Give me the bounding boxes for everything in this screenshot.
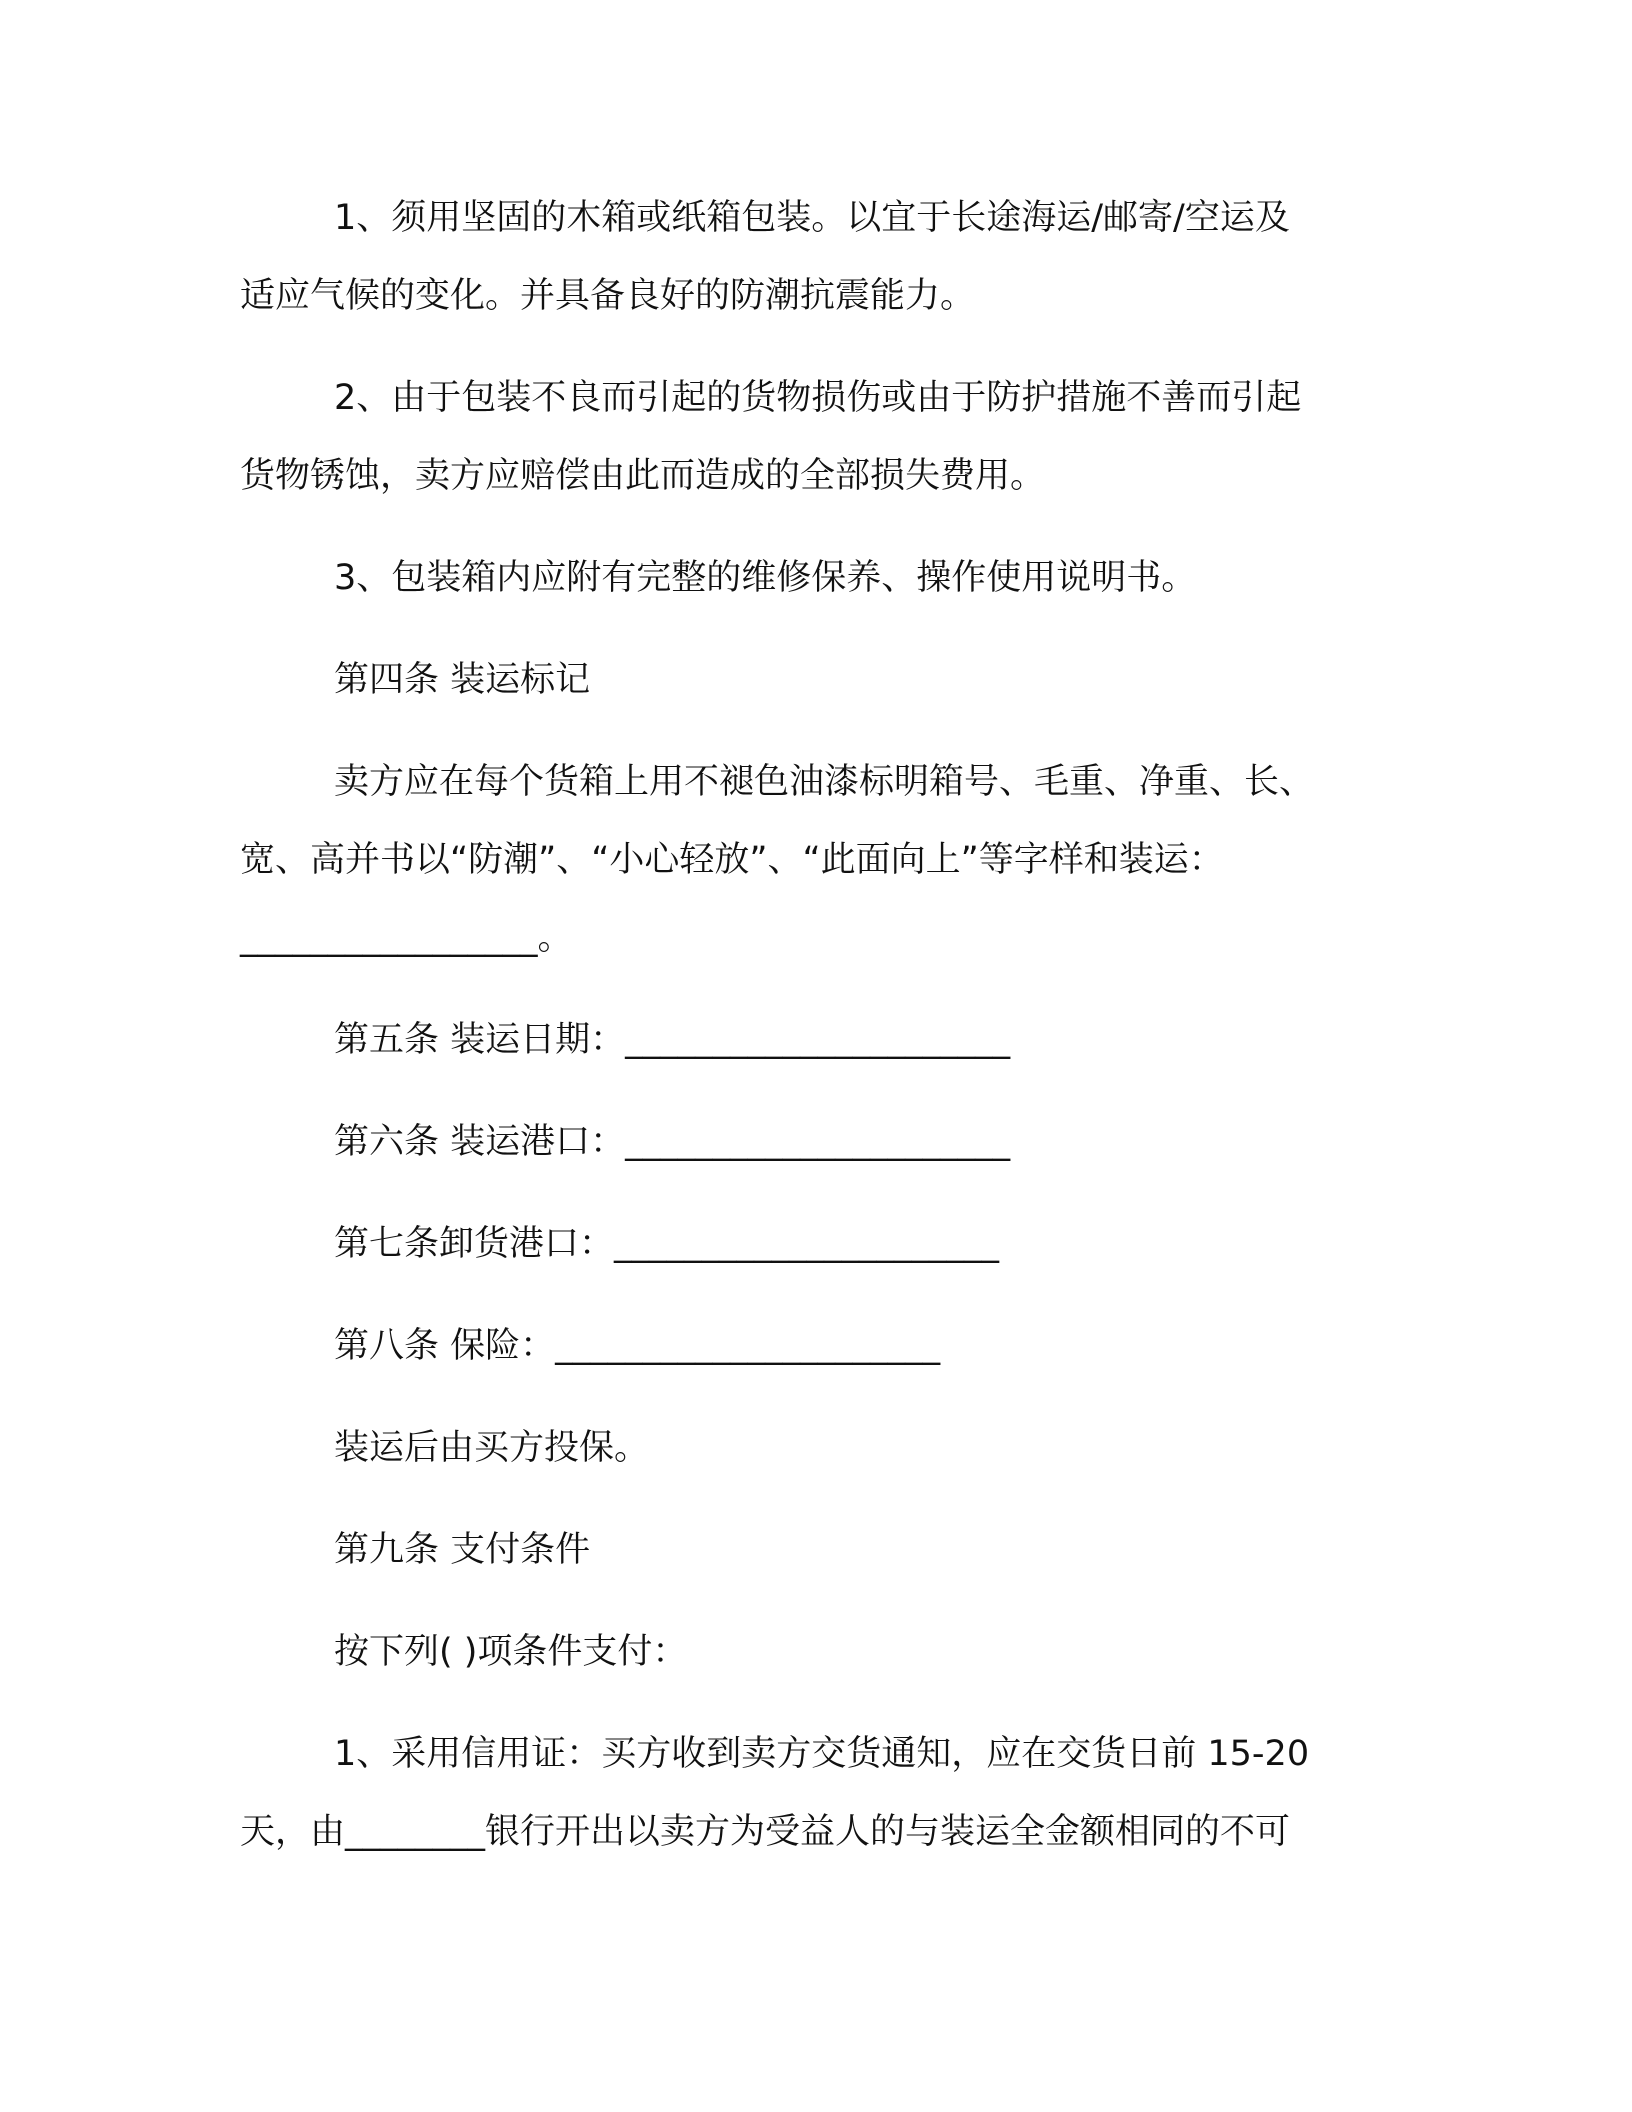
paragraph-line: 2、由于包装不良而引起的货物损伤或由于防护措施不善而引起: [334, 378, 1302, 418]
paragraph-line: 3、包装箱内应附有完整的维修保养、操作使用说明书。: [334, 558, 1197, 598]
paragraph-line: 按下列( )项条件支付：: [334, 1632, 688, 1672]
section-heading: 第六条 装运港口：______________________: [334, 1122, 1011, 1162]
paragraph-line: 货物锈蚀，卖方应赔偿由此而造成的全部损失费用。: [240, 456, 1046, 496]
section-heading: 第七条卸货港口：______________________: [334, 1224, 1000, 1264]
paragraph-line: 天，由________银行开出以卖方为受益人的与装运全金额相同的不可: [240, 1812, 1291, 1852]
paragraph-line: _________________。: [240, 918, 573, 958]
section-heading: 第五条 装运日期：______________________: [334, 1020, 1011, 1060]
paragraph-line: 1、采用信用证：买方收到卖方交货通知，应在交货日前 15-20: [334, 1734, 1310, 1774]
paragraph-line: 适应气候的变化。并具备良好的防潮抗震能力。: [240, 276, 976, 316]
section-heading: 第四条 装运标记: [334, 660, 591, 700]
paragraph-line: 装运后由买方投保。: [334, 1428, 650, 1468]
paragraph-line: 宽、高并书以“防潮”、“小心轻放”、“此面向上”等字样和装运：: [240, 840, 1224, 880]
section-heading: 第九条 支付条件: [334, 1530, 591, 1570]
section-heading: 第八条 保险：______________________: [334, 1326, 941, 1366]
paragraph-line: 1、须用坚固的木箱或纸箱包装。以宜于长途海运/邮寄/空运及: [334, 198, 1290, 238]
paragraph-line: 卖方应在每个货箱上用不褪色油漆标明箱号、毛重、净重、长、: [334, 762, 1315, 802]
